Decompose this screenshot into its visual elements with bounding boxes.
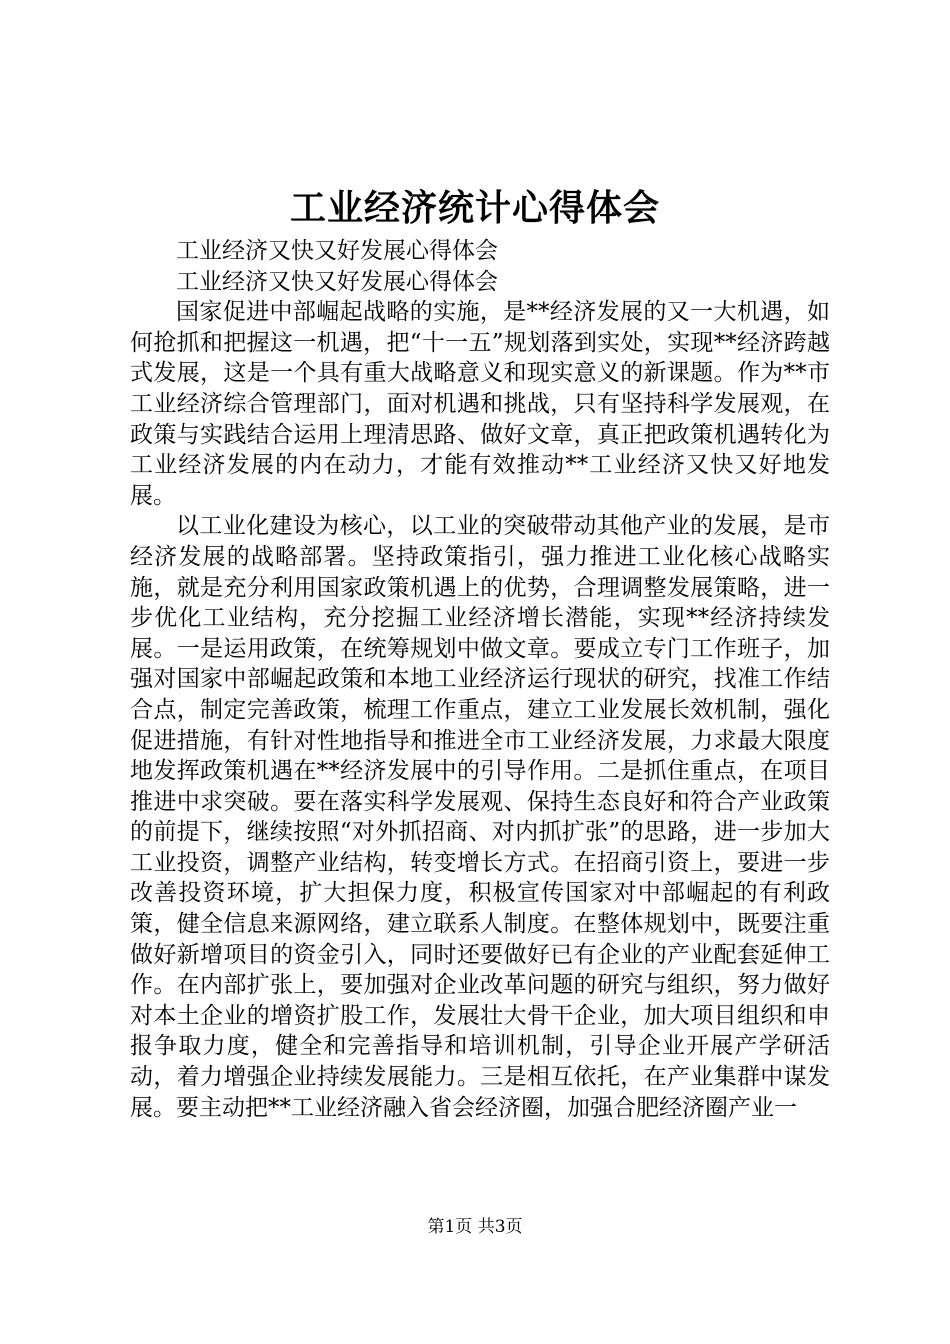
document-body bbox=[130, 236, 830, 1123]
subtitle-line: 工业经济又快又好发展心得体会 bbox=[176, 268, 498, 295]
body-paragraph: 国家促进中部崛起战略的实施，是**经济发展的又一大机遇，如何抢抓和把握这一机遇，把“十一五”规划落到实处，实现**经济跨越式发展，这是一个具有重大战略意义和现实意义的新课题。作为**市工业经济综合管理部门，面对机遇和挑战，只有坚持科学发展观，在政策与实践结合运用上理清思路、做好文章，真正把政策机遇转化为工业经济发展的内在动力，才能有效推动**工业经济又快又好地发展。 bbox=[130, 299, 830, 509]
page-footer: 第1页 共3页 bbox=[427, 1217, 523, 1237]
subtitle-line: 工业经济又快又好发展心得体会 bbox=[176, 238, 498, 264]
document-title: 工业经济统计心得体会 bbox=[289, 187, 660, 229]
body-paragraph: 以工业化建设为核心，以工业的突破带动其他产业的发展，是市经济发展的战略部署。坚持政策指引，强力推进工业化核心战略实施，就是充分利用国家政策机遇上的优势，合理调整发展策略，进一步优化工业结构，充分挖掘工业经济增长潜能，实现**经济持续发展。一是运用政策，在统筹规划中做文章。要成立专门工作班子，加强对国家中部崛起政策和本地工业经济运行现状的研究，找准工作结合点，制定完善政策，梳理工作重点，建立工业发展长效机制，强化促进措施，有针对性地指导和推进全市工业经济发展，力求最大限度地发挥政策机遇在**经济发展中的引导作用。二是抓住重点，在项目推进中求突破。要在落实科学发展观、保持生态良好和符合产业政策的前提下，继续按照“对外抓招商、对内抓扩张”的思路，进一步加大工业投资，调整产业结构，转变增长方式。在招商引资上，要进一步改善投资环境，扩大担保力度，积极宣传国家对中部崛起的有利政策，健全信息来源网络，建立联系人制度。在整体规划中，既要注重做好新增项目的资金引入，同时还要做好已有企业的产业配套延伸工作。在内部扩张上，要加强对企业改革问题的研究与组织，努力做好对本土企业的增资扩股工作，发展壮大骨干企业，加大项目组织和申报争取力度，健全和完善指导和培训机制，引导企业开展产学研活动，着力增强企业持续发展能力。三是相互依托，在产业集群中谋发展。要主动把**工业经济融入省会经济圈，加强合肥经济圈产业一 bbox=[130, 513, 830, 1121]
